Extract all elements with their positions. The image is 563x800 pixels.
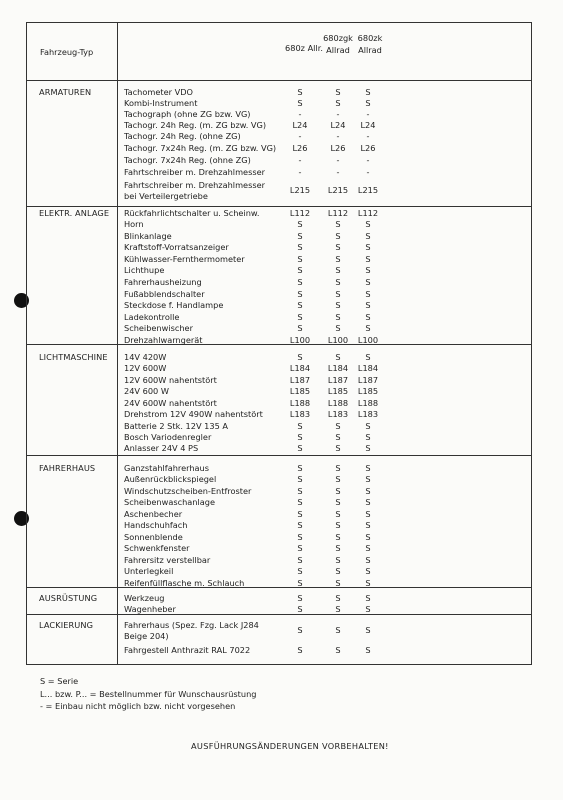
row-label: Bosch Variodenregler (124, 432, 212, 442)
row-label: Tachogr. 7x24h Reg. (ohne ZG) (124, 155, 251, 165)
cell-value: S (365, 566, 371, 576)
cell-value: S (365, 312, 371, 322)
cell-value: - (298, 131, 302, 141)
cell-value: S (365, 497, 371, 507)
cell-value: S (297, 593, 303, 603)
row-label: Fahrerhaus (Spez. Fzg. Lack J284 Beige 204) (124, 620, 259, 641)
cell-value: S (297, 625, 303, 635)
cell-value: S (335, 543, 341, 553)
cell-value: L187 (327, 375, 349, 385)
cell-value: S (297, 219, 303, 229)
cell-value: L100 (327, 335, 349, 345)
cell-value: S (365, 625, 371, 635)
row-label: Reifenfüllflasche m. Schlauch (124, 578, 245, 588)
legend-not-available: - = Einbau nicht möglich bzw. nicht vorgesehen (40, 701, 236, 711)
cell-value: S (335, 520, 341, 530)
cell-value: S (365, 219, 371, 229)
cell-value: - (298, 109, 302, 119)
cell-value: S (335, 593, 341, 603)
cell-value: S (297, 532, 303, 542)
cell-value: - (336, 155, 340, 165)
vehicle-type-label: Fahrzeug-Typ (40, 47, 94, 57)
cell-value: S (365, 520, 371, 530)
cell-value: S (365, 265, 371, 275)
cell-value: S (297, 300, 303, 310)
legend-serie: S = Serie (40, 676, 79, 686)
cell-value: L185 (357, 386, 379, 396)
cell-value: - (298, 155, 302, 165)
row-label: Ladekontrolle (124, 312, 180, 322)
row-label: Außenrückblickspiegel (124, 474, 217, 484)
row-label: 12V 600W (124, 363, 167, 373)
cell-value: - (366, 131, 370, 141)
cell-value: S (335, 421, 341, 431)
row-label: Blinkanlage (124, 231, 172, 241)
cell-value: S (365, 443, 371, 453)
cell-value: L184 (289, 363, 311, 373)
cell-value: - (366, 109, 370, 119)
row-label: 12V 600W nahentstört (124, 375, 217, 385)
row-label: Sonnenblende (124, 532, 183, 542)
cell-value: S (365, 543, 371, 553)
row-label: Tachometer VDO (124, 87, 193, 97)
row-label: Scheibenwaschanlage (124, 497, 216, 507)
cell-value: L183 (289, 409, 311, 419)
cell-value: S (297, 432, 303, 442)
cell-value: S (335, 300, 341, 310)
cell-value: S (297, 555, 303, 565)
cell-value: S (297, 520, 303, 530)
row-label: Horn (124, 219, 144, 229)
cell-value: S (335, 463, 341, 473)
cell-value: S (365, 300, 371, 310)
cell-value: L215 (357, 185, 379, 195)
header-rule (26, 80, 532, 81)
cell-value: S (297, 352, 303, 362)
row-label: Scheibenwischer (124, 323, 193, 333)
row-label: Fahrtschreiber m. Drehzahlmesser bei Verteilergetriebe (124, 180, 266, 201)
row-label: Aschenbecher (124, 509, 183, 519)
row-label: 24V 600 W (124, 386, 169, 396)
cell-value: S (297, 98, 303, 108)
cell-value: S (335, 443, 341, 453)
cell-value: S (335, 604, 341, 614)
cell-value: L26 (292, 143, 308, 153)
cell-value: - (366, 167, 370, 177)
row-label: Tachogr. 24h Reg. (m. ZG bzw. VG) (124, 120, 267, 130)
cell-value: S (297, 421, 303, 431)
cell-value: S (335, 486, 341, 496)
row-label: Werkzeug (124, 593, 165, 603)
cell-value: S (335, 87, 341, 97)
cell-value: L187 (289, 375, 311, 385)
column-header-line2: Allrad (358, 45, 382, 55)
row-label: 24V 600W nahentstört (124, 398, 217, 408)
cell-value: L112 (327, 208, 349, 218)
cell-value: S (365, 509, 371, 519)
cell-value: L26 (330, 143, 346, 153)
row-label: Tachogr. 7x24h Reg. (m. ZG bzw. VG) (124, 143, 277, 153)
cell-value: S (297, 312, 303, 322)
section-rule (26, 587, 532, 588)
section-rule (26, 206, 532, 207)
section-rule (26, 455, 532, 456)
row-label: Drehzahlwarngerät (124, 335, 203, 345)
cell-value: S (297, 645, 303, 655)
cell-value: L187 (357, 375, 379, 385)
cell-value: L24 (360, 120, 376, 130)
section-rule (26, 614, 532, 615)
cell-value: S (335, 555, 341, 565)
cell-value: S (335, 578, 341, 588)
cell-value: S (365, 486, 371, 496)
row-label: Wagenheber (124, 604, 176, 614)
cell-value: S (335, 323, 341, 333)
cell-value: L24 (292, 120, 308, 130)
cell-value: L24 (330, 120, 346, 130)
cell-value: S (365, 645, 371, 655)
row-label: Unterlegkeil (124, 566, 174, 576)
row-label: Fußabblendschalter (124, 289, 205, 299)
row-label: Rückfahrlichtschalter u. Scheinw. (124, 208, 260, 218)
cell-value: S (335, 277, 341, 287)
cell-value: S (365, 593, 371, 603)
row-label: Kraftstoff-Vorratsanzeiger (124, 242, 229, 252)
section-title: ARMATUREN (39, 87, 92, 97)
cell-value: S (335, 231, 341, 241)
row-label: Fahrtschreiber m. Drehzahlmesser (124, 167, 266, 177)
cell-value: L26 (360, 143, 376, 153)
row-label: Drehstrom 12V 490W nahentstört (124, 409, 263, 419)
cell-value: S (335, 289, 341, 299)
row-label: Tachogr. 24h Reg. (ohne ZG) (124, 131, 241, 141)
cell-value: S (335, 532, 341, 542)
row-label: Batterie 2 Stk. 12V 135 A (124, 421, 228, 431)
column-header-line2: Allrad (326, 45, 350, 55)
cell-value: - (336, 131, 340, 141)
cell-value: S (335, 352, 341, 362)
column-header-line1: 680zk (357, 33, 383, 43)
cell-value: L184 (327, 363, 349, 373)
section-rule (26, 344, 532, 345)
cell-value: S (335, 242, 341, 252)
cell-value: S (335, 254, 341, 264)
cell-value: S (365, 532, 371, 542)
cell-value: S (297, 497, 303, 507)
cell-value: S (297, 578, 303, 588)
cell-value: S (297, 265, 303, 275)
cell-value: S (365, 254, 371, 264)
cell-value: S (297, 543, 303, 553)
section-title: ELEKTR. ANLAGE (39, 208, 110, 218)
row-label: Kühlwasser-Fernthermometer (124, 254, 245, 264)
footer-note: AUSFÜHRUNGSÄNDERUNGEN VORBEHALTEN! (191, 741, 389, 751)
cell-value: S (297, 277, 303, 287)
cell-value: S (297, 486, 303, 496)
cell-value: S (365, 242, 371, 252)
section-title: AUSRÜSTUNG (39, 593, 98, 603)
cell-value: S (365, 231, 371, 241)
row-label: 14V 420W (124, 352, 167, 362)
cell-value: S (365, 555, 371, 565)
cell-value: S (335, 219, 341, 229)
section-title: FAHRERHAUS (39, 463, 96, 473)
row-label: Anlasser 24V 4 PS (124, 443, 199, 453)
cell-value: S (365, 578, 371, 588)
cell-value: S (365, 463, 371, 473)
cell-value: S (297, 289, 303, 299)
cell-value: S (297, 604, 303, 614)
cell-value: S (335, 432, 341, 442)
cell-value: S (365, 323, 371, 333)
column-header-3 (350, 32, 390, 56)
cell-value: S (297, 254, 303, 264)
cell-value: S (365, 352, 371, 362)
cell-value: S (365, 289, 371, 299)
cell-value: - (366, 155, 370, 165)
cell-value: S (365, 277, 371, 287)
cell-value: L183 (327, 409, 349, 419)
cell-value: S (335, 625, 341, 635)
cell-value: S (297, 509, 303, 519)
section-title: LICHTMASCHINE (39, 352, 108, 362)
cell-value: S (297, 87, 303, 97)
cell-value: S (365, 421, 371, 431)
row-label: Windschutzscheiben-Entfroster (124, 486, 252, 496)
cell-value: S (297, 474, 303, 484)
cell-value: S (297, 463, 303, 473)
cell-value: L188 (357, 398, 379, 408)
cell-value: S (365, 432, 371, 442)
row-label: Schwenkfenster (124, 543, 190, 553)
row-label: Fahrgestell Anthrazit RAL 7022 (124, 645, 251, 655)
row-label: Fahrerhausheizung (124, 277, 202, 287)
cell-value: L112 (357, 208, 379, 218)
cell-value: L100 (357, 335, 379, 345)
cell-value: S (297, 231, 303, 241)
cell-value: S (335, 98, 341, 108)
cell-value: S (365, 87, 371, 97)
cell-value: L183 (357, 409, 379, 419)
cell-value: L100 (289, 335, 311, 345)
legend-order-number: L... bzw. P... = Bestellnummer für Wunschausrüstung (40, 689, 257, 699)
section-title: LACKIERUNG (39, 620, 94, 630)
cell-value: L184 (357, 363, 379, 373)
column-header-line1: 680zgk (323, 33, 353, 43)
cell-value: S (297, 443, 303, 453)
row-label: Steckdose f. Handlampe (124, 300, 224, 310)
cell-value: L215 (327, 185, 349, 195)
cell-value: S (297, 323, 303, 333)
cell-value: S (335, 265, 341, 275)
cell-value: L215 (289, 185, 311, 195)
cell-value: L188 (289, 398, 311, 408)
cell-value: S (335, 312, 341, 322)
cell-value: S (365, 604, 371, 614)
cell-value: S (297, 566, 303, 576)
cell-value: S (335, 566, 341, 576)
row-label: Kombi-Instrument (124, 98, 198, 108)
cell-value: L185 (327, 386, 349, 396)
cell-value: S (365, 474, 371, 484)
cell-value: S (335, 474, 341, 484)
row-label: Tachograph (ohne ZG bzw. VG) (124, 109, 251, 119)
cell-value: L188 (327, 398, 349, 408)
cell-value: S (335, 497, 341, 507)
cell-value: S (297, 242, 303, 252)
cell-value: L185 (289, 386, 311, 396)
cell-value: S (365, 98, 371, 108)
row-label: Fahrersitz verstellbar (124, 555, 211, 565)
row-label: Ganzstahlfahrerhaus (124, 463, 210, 473)
cell-value: S (335, 645, 341, 655)
cell-value: - (298, 167, 302, 177)
column-header-line2: 680z Allr. (285, 43, 323, 53)
cell-value: - (336, 109, 340, 119)
cell-value: L112 (289, 208, 311, 218)
row-label: Handschuhfach (124, 520, 188, 530)
cell-value: S (335, 509, 341, 519)
cell-value: - (336, 167, 340, 177)
row-label: Lichthupe (124, 265, 165, 275)
